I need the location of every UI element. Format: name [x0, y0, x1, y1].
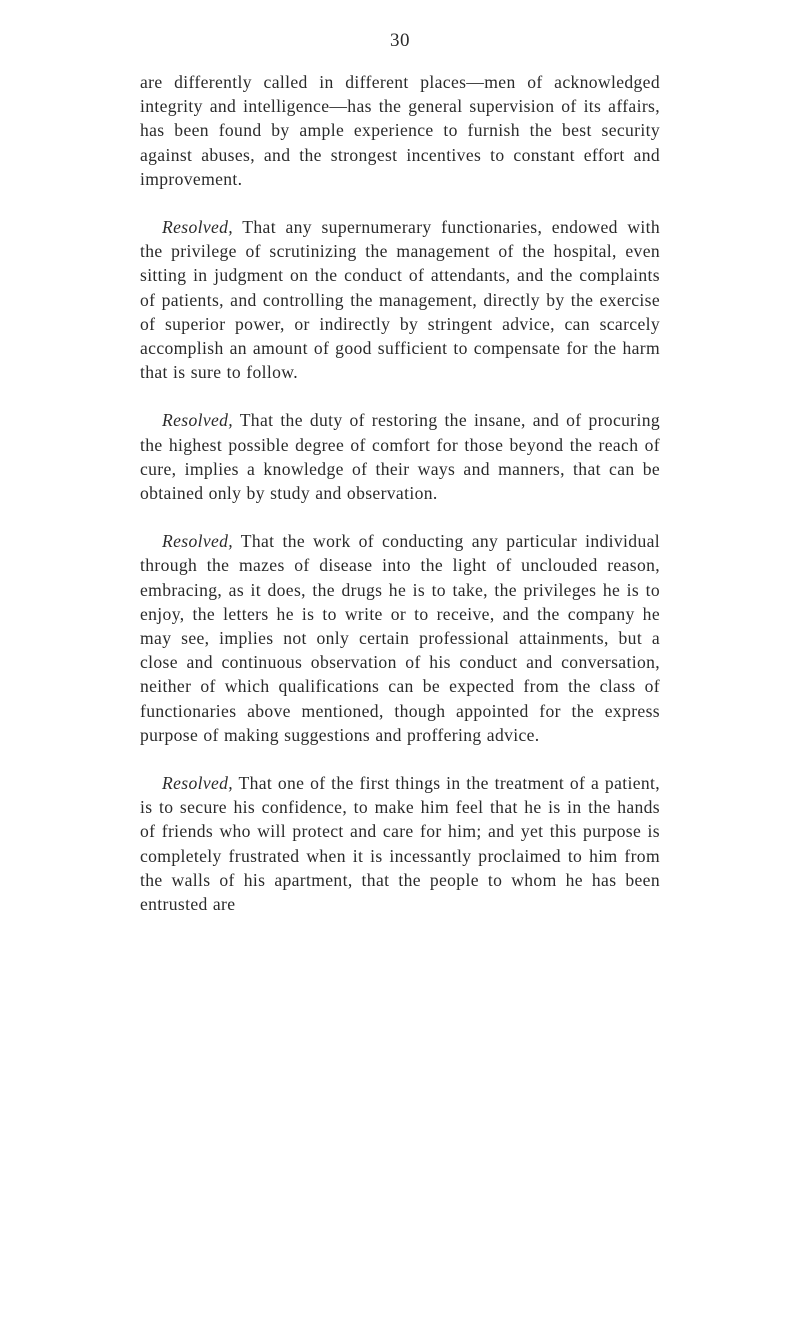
resolution-paragraph — [140, 408, 660, 505]
resolution-paragraph — [140, 529, 660, 747]
paragraph-continuation — [140, 70, 660, 191]
resolved-label: Resolved, — [162, 531, 234, 552]
body-text — [140, 70, 660, 916]
paragraph-text: That the duty of restoring the insane, and of procuring the highest possible degree of comfort for those beyond the reach of cure, implies a knowledge of their ways and manners, that can be obtained only by study and observation. — [140, 410, 660, 504]
paragraph-text: are differently called in different places—men of acknowledged integrity and intelligence—has the general supervision of its affairs, has been found by ample experience to furnish the best security against abuses, and the strongest incentives to constant effort and improvement. — [140, 72, 660, 189]
paragraph-text: That any supernumerary functionaries, endowed with the privilege of scrutinizing the management of the hospital, even sitting in judgment on the conduct of attendants, and the complaints of patients, and controlling the management, directly by the exercise of superior power, or indirectly by stringent advice, can scarcely accomplish an amount of good sufficient to compensate for the harm that is sure to follow. — [140, 217, 660, 383]
resolved-label: Resolved, — [162, 217, 234, 238]
paragraph-text: That one of the first things in the treatment of a patient, is to secure his confidence, to make him feel that he is in the hands of friends who will protect and care for him; and yet this purpose is completely frustrated when it is incessantly proclaimed to him from the walls of his apartment, that the people to whom he has been entrusted are — [140, 773, 660, 915]
resolved-label: Resolved, — [162, 410, 234, 431]
resolution-paragraph — [140, 771, 660, 916]
resolution-paragraph — [140, 215, 660, 384]
resolved-label: Resolved, — [162, 773, 234, 794]
page-number: 30 — [390, 30, 410, 51]
paragraph-text: That the work of conducting any particular individual through the mazes of disease into the light of unclouded reason, embracing, as it does, the drugs he is to take, the privileges he is to enjoy, the letters he is to write or to receive, and the company he may see, implies not only certain professional attainments, but a close and continuous observation of his conduct and conversation, neither of which qualifications can be expected from the class of functionaries above mentioned, though appointed for the express purpose of making suggestions and proffering advice. — [140, 531, 660, 745]
